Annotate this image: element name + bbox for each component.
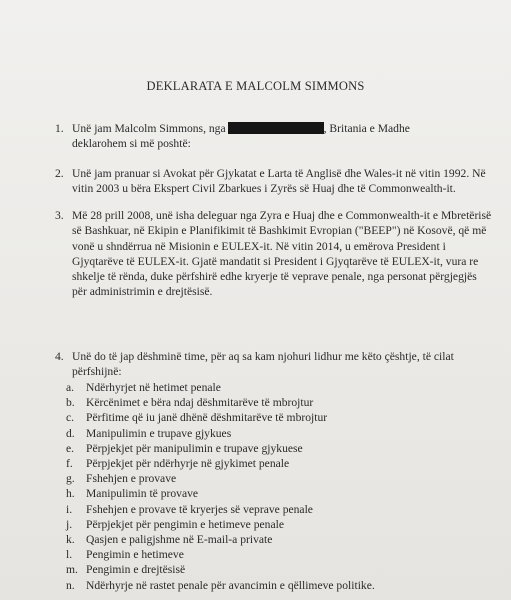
list-letter: b. — [66, 396, 75, 410]
paragraph-line — [72, 121, 472, 136]
list-item — [66, 441, 375, 456]
list-letter: j. — [66, 517, 73, 531]
list-item-text: Fshehjen e provave të kryerjes së veprave penale — [86, 502, 313, 516]
paragraph-text: , Britania e Madhe — [323, 122, 410, 135]
list-item-text: Përfitime që iu janë dhënë dëshmitarëve të mbrojtur — [86, 411, 328, 425]
list-item — [66, 426, 375, 441]
list-item — [66, 410, 375, 425]
paragraph-line: së Bashkuar, në Ekipin e Planifikimit të Bashkimit Evropian ("BEEP") në Kosovë, që më — [72, 224, 487, 238]
list-letter: c. — [66, 411, 75, 425]
list-item-text: Ndërhyrje në rastet penale për avancimin e qëllimeve politike. — [86, 578, 375, 592]
list-item-text: Qasjen e paligjshme në E-mail-a private — [86, 533, 273, 547]
list-letter: l. — [66, 548, 73, 562]
list-item — [66, 562, 375, 577]
list-letter: e. — [66, 441, 75, 455]
list-letter: f. — [66, 457, 73, 471]
list-letter: i. — [66, 502, 73, 516]
list-item — [66, 471, 375, 486]
paragraph-text: Unë jam Malcolm Simmons, nga — [72, 122, 226, 135]
list-letter: g. — [66, 472, 75, 486]
paragraph-line: vitin 2003 u bëra Ekspert Civil Zbarkues i Zyrës së Huaj dhe të Commonwealth-it. — [72, 182, 456, 196]
list-letter: n. — [66, 578, 75, 592]
paragraph-line: deklarohem si më poshtë: — [72, 137, 191, 151]
paragraph-line: Më 28 prill 2008, unë isha deleguar nga Zyra e Huaj dhe e Commonwealth-it e Mbretërisë — [72, 209, 492, 222]
list-letter: a. — [66, 381, 75, 394]
list-item-text: Përpjekjet për manipulimin e trupave gjykuese — [86, 441, 303, 455]
list-item-text: Manipulimin e trupave gjykues — [86, 426, 232, 440]
list-item — [66, 578, 375, 593]
list-item — [66, 456, 375, 471]
list-letter: m. — [66, 563, 78, 577]
list-letter: k. — [66, 533, 75, 547]
paragraph-2 — [55, 166, 492, 197]
paragraph-line: Unë jam pranuar si Avokat për Gjykatat e Larta të Anglisë dhe Wales-it në vitin 1992. Në — [72, 167, 486, 180]
list-item-text: Përpjekjet për pengimin e hetimeve penale — [86, 517, 284, 531]
paragraph-number: 1. — [55, 122, 64, 135]
paragraph-1 — [55, 121, 472, 152]
paragraph-number: 2. — [55, 167, 64, 180]
list-item-text: Pengimin e drejtësisë — [86, 563, 186, 577]
paragraph-number: 3. — [55, 209, 64, 222]
paragraph-line: vonë u shndërrua në Misionin e EULEX-it. Në vitin 2014, u emërova President i — [72, 239, 446, 253]
list-item — [66, 486, 375, 501]
list-item — [66, 380, 375, 395]
paragraph-line: Gjyqtarëve të EULEX-it. Gjatë mandatit si President i Gjyqtarëve të EULEX-it, vura re — [72, 254, 479, 268]
list-item-text: Përpjekjet për ndërhyrje në gjykimet penale — [86, 457, 290, 471]
list-letter: d. — [66, 426, 75, 440]
list-item-text: Manipulimin të provave — [86, 487, 199, 501]
issues-list — [66, 380, 375, 593]
list-item-text: Fshehjen e provave — [86, 472, 177, 486]
document-title: DEKLARATA E MALCOLM SIMMONS — [146, 79, 365, 93]
paragraph-number: 4. — [55, 350, 64, 363]
paragraph-line: për administrimin e drejtësisë. — [72, 285, 213, 299]
redaction-block — [228, 122, 324, 134]
list-item-text: Kërcënimet e bëra ndaj dëshmitarëve të mbrojtur — [86, 396, 314, 410]
list-item — [66, 395, 375, 410]
paragraph-line: shkelje të rënda, duke përfshirë edhe kryerje të veprave penale, nga personat përgjegjës — [72, 270, 477, 284]
list-item — [66, 547, 375, 562]
list-item — [66, 517, 375, 532]
paragraph-3 — [55, 208, 492, 300]
paragraph-4 — [55, 349, 492, 380]
list-item — [66, 532, 375, 547]
list-item-text: Ndërhyrjet në hetimet penale — [86, 381, 221, 394]
paragraph-line: përfshijnë: — [72, 365, 122, 379]
list-item-text: Pengimin e hetimeve — [86, 548, 184, 562]
paragraph-line: Unë do të jap dëshminë time, për aq sa kam njohuri lidhur me këto çështje, të cilat — [72, 350, 454, 363]
list-item — [66, 502, 375, 517]
list-letter: h. — [66, 487, 75, 501]
